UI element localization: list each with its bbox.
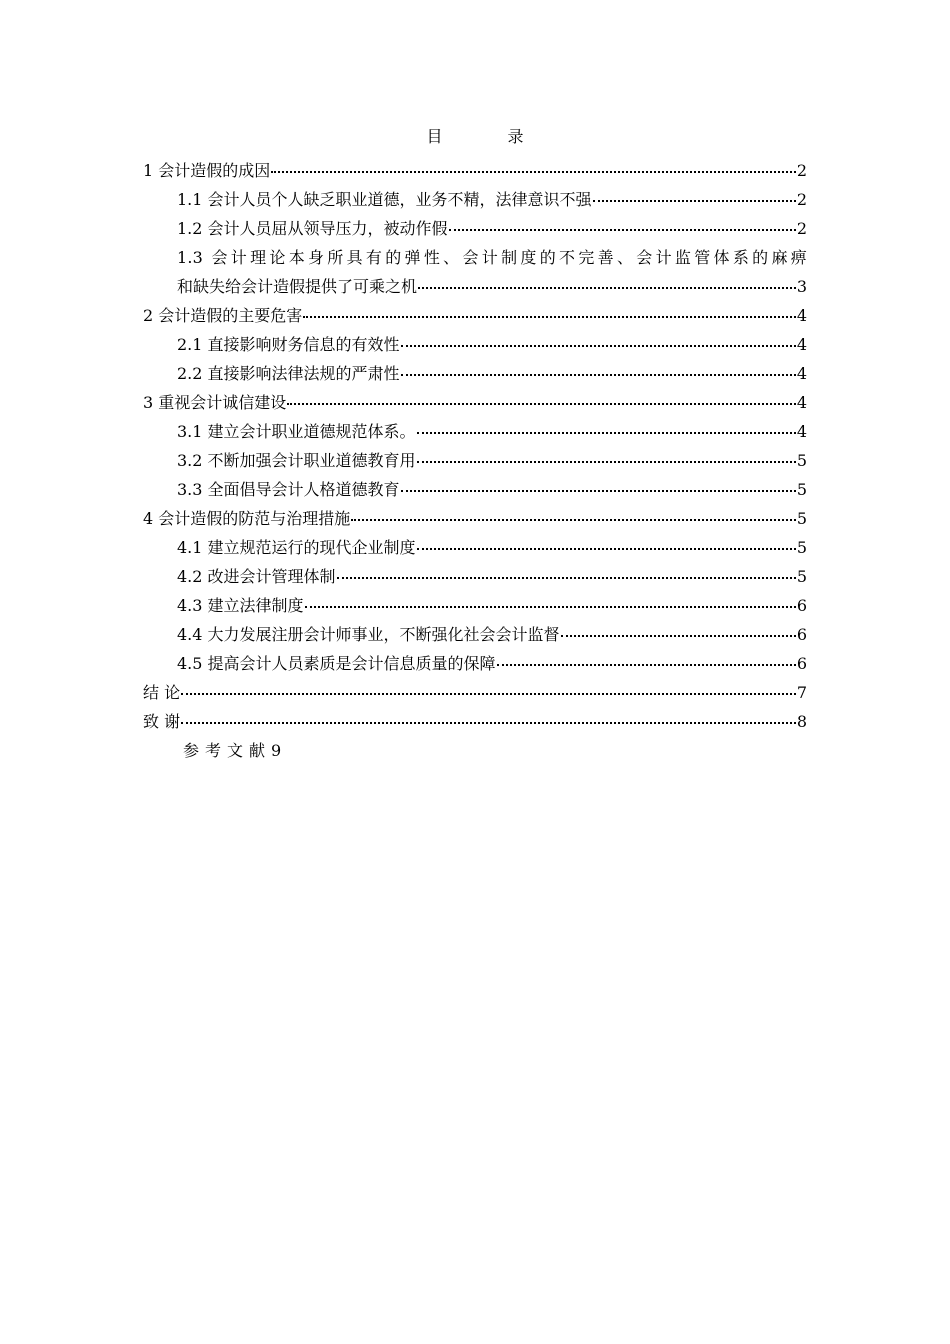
toc-entry-label: 3.2 不断加强会计职业道德教育用 [177, 451, 416, 470]
toc-page-number: 5 [796, 480, 807, 499]
toc-entry-label-line2: 和缺失给会计造假提供了可乘之机 [177, 277, 418, 296]
toc-entry-label: 1.1 会计人员个人缺乏职业道德，业务不精，法律意识不强 [177, 190, 592, 209]
toc-page-number: 4 [796, 306, 807, 325]
toc-page-number: 2 [796, 190, 807, 209]
toc-entry-label: 3.3 全面倡导会计人格道德教育 [177, 480, 400, 499]
toc-entry-label: 3.1 建立会计职业道德规范体系。 [177, 422, 416, 441]
toc-page-number: 4 [796, 422, 807, 441]
toc-entry-label: 3 重视会计诚信建设 [143, 393, 287, 412]
toc-entry[interactable] [143, 214, 807, 243]
toc-page-number: 5 [796, 509, 807, 528]
toc-leader-dots [417, 461, 796, 463]
toc-entry[interactable] [143, 156, 807, 185]
toc-leader-dots [181, 722, 796, 724]
toc-leader-dots [449, 229, 796, 231]
toc-leader-dots [561, 635, 796, 637]
toc-entry[interactable] [143, 504, 807, 533]
toc-leader-dots [287, 403, 796, 405]
toc-page-number: 8 [796, 712, 807, 731]
toc-leader-dots [271, 171, 796, 173]
toc-entry[interactable] [143, 707, 807, 736]
toc-entry[interactable] [143, 446, 807, 475]
toc-page-number: 6 [796, 596, 807, 615]
toc-entry-label: 4.1 建立规范运行的现代企业制度 [177, 538, 416, 557]
toc-leader-dots [303, 316, 796, 318]
toc-page-number: 5 [796, 451, 807, 470]
toc-leader-dots [417, 432, 796, 434]
toc-leader-dots [418, 287, 796, 289]
toc-entry[interactable] [143, 475, 807, 504]
toc-entry-label: 4.2 改进会计管理体制 [177, 567, 336, 586]
toc-entry[interactable] [143, 417, 807, 446]
toc-entry-label: 1.2 会计人员屈从领导压力，被动作假 [177, 219, 448, 238]
toc-entry[interactable] [143, 185, 807, 214]
toc-entry-label: 4 会计造假的防范与治理措施 [143, 509, 351, 528]
toc-leader-dots [401, 345, 796, 347]
toc-page-number: 2 [796, 219, 807, 238]
toc-leader-dots [337, 577, 796, 579]
toc-entry-label: 1 会计造假的成因 [143, 161, 271, 180]
toc-leader-dots [497, 664, 796, 666]
table-of-contents [143, 156, 807, 765]
toc-entry-label: 2.1 直接影响财务信息的有效性 [177, 335, 400, 354]
toc-entry[interactable] [143, 243, 807, 301]
toc-leader-dots [417, 548, 796, 550]
toc-page-number: 5 [796, 538, 807, 557]
toc-entry[interactable] [143, 591, 807, 620]
references-entry[interactable]: 参考文献9 [183, 741, 288, 760]
toc-entry-label: 致 谢 [143, 712, 181, 731]
toc-entry[interactable] [143, 301, 807, 330]
toc-leader-dots [305, 606, 796, 608]
toc-entry[interactable] [143, 649, 807, 678]
toc-leader-dots [351, 519, 796, 521]
toc-leader-dots [401, 374, 796, 376]
toc-leader-dots [181, 693, 796, 695]
toc-entry-label: 结 论 [143, 683, 181, 702]
toc-entry-label: 4.5 提高会计人员素质是会计信息质量的保障 [177, 654, 496, 673]
toc-entry[interactable] [143, 562, 807, 591]
toc-page-number: 2 [796, 161, 807, 180]
toc-entry-label: 2 会计造假的主要危害 [143, 306, 303, 325]
toc-title: 目 录 [426, 127, 554, 146]
toc-entry-label: 4.4 大力发展注册会计师事业，不断强化社会会计监督 [177, 625, 560, 644]
toc-page-number: 6 [796, 625, 807, 644]
toc-page-number: 4 [796, 364, 807, 383]
toc-page-number: 7 [796, 683, 807, 702]
toc-page-number: 5 [796, 567, 807, 586]
toc-leader-dots [593, 200, 796, 202]
toc-entry-label: 4.3 建立法律制度 [177, 596, 304, 615]
toc-page-number: 4 [796, 335, 807, 354]
toc-entry-label-line1: 1.3 会计理论本身所具有的弹性、会计制度的不完善、会计监管体系的麻痹 [177, 248, 807, 267]
toc-page-number: 4 [796, 393, 807, 412]
toc-entry[interactable] [143, 678, 807, 707]
toc-entry[interactable] [143, 330, 807, 359]
toc-entry-label: 2.2 直接影响法律法规的严肃性 [177, 364, 400, 383]
toc-entry[interactable] [143, 533, 807, 562]
toc-page-number: 6 [796, 654, 807, 673]
toc-page-number: 3 [796, 277, 807, 296]
toc-entry[interactable] [143, 388, 807, 417]
toc-entry[interactable] [143, 620, 807, 649]
toc-entry[interactable] [143, 359, 807, 388]
toc-leader-dots [401, 490, 796, 492]
